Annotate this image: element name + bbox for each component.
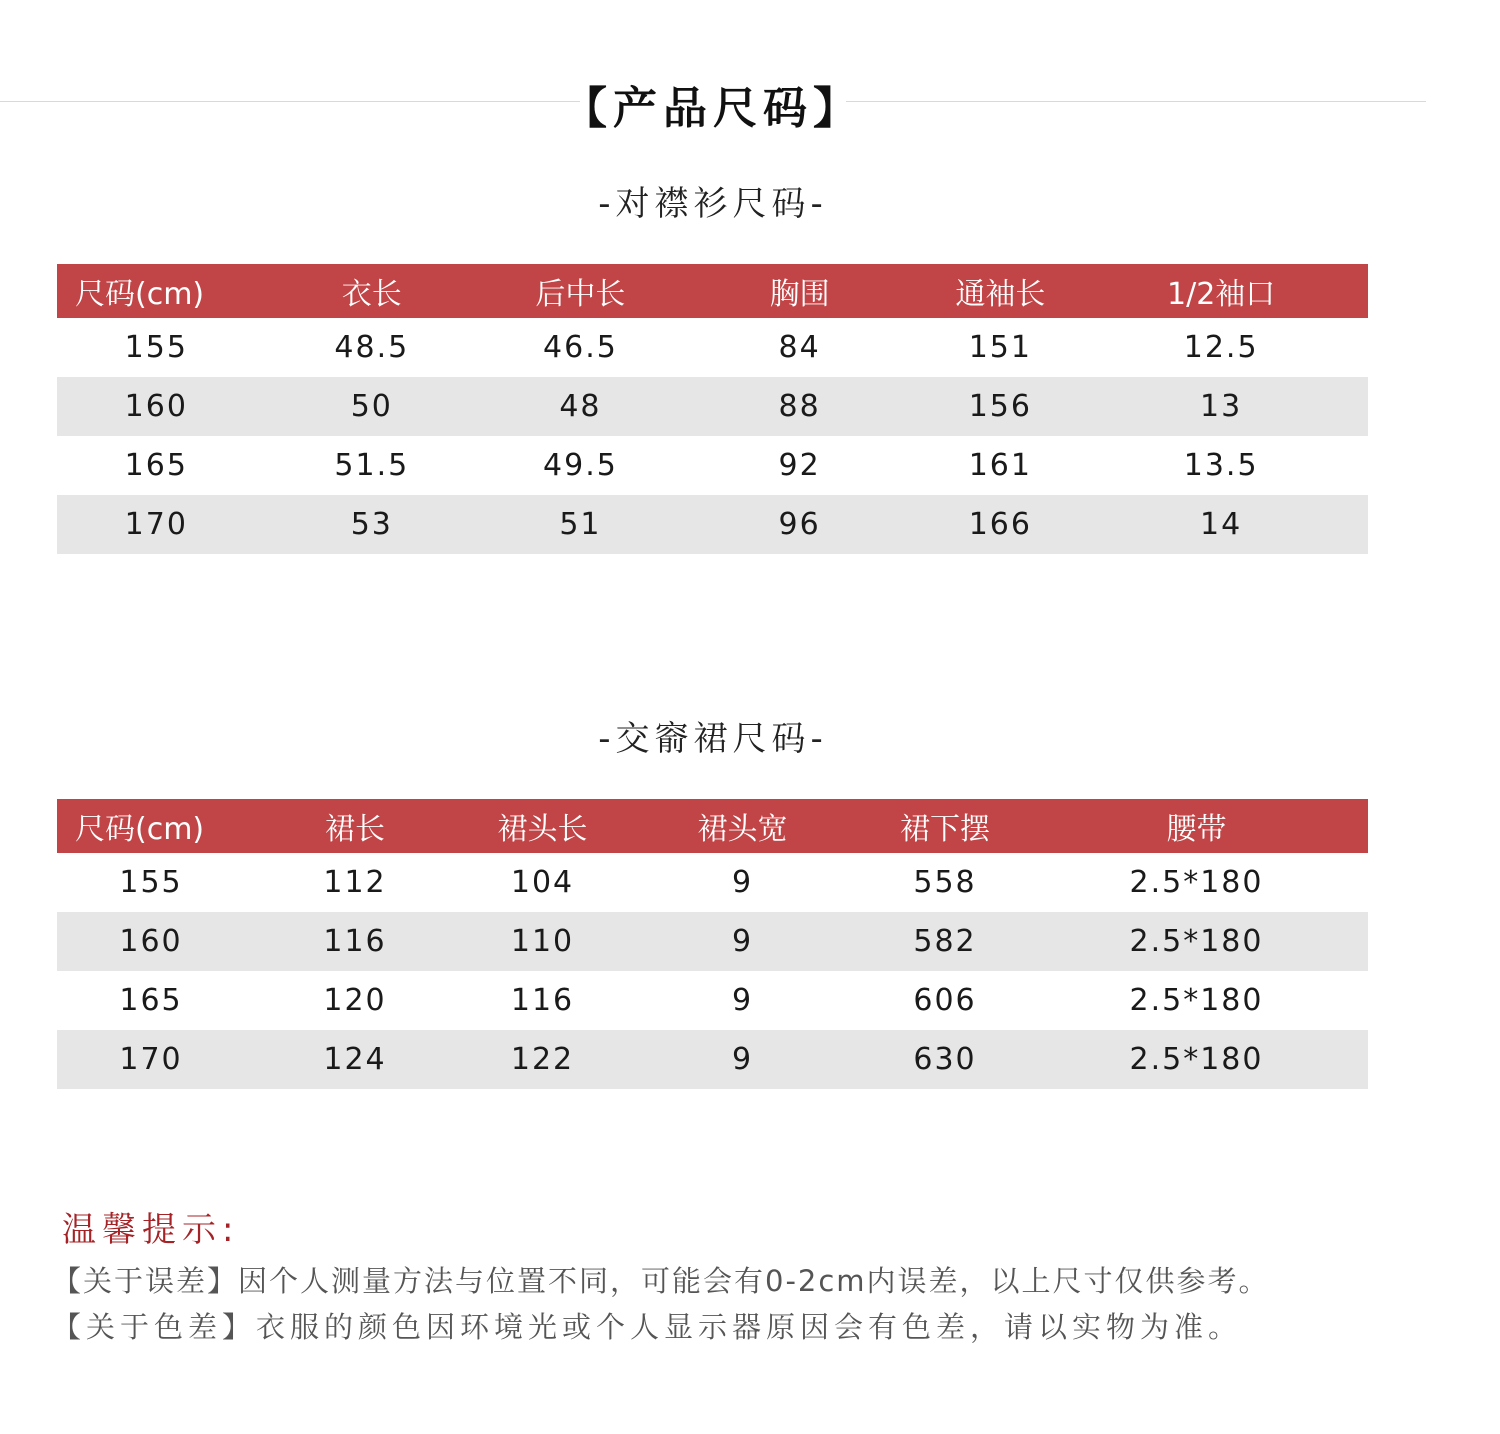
- table-cell: 9: [620, 1030, 865, 1089]
- table-cell: 116: [245, 912, 465, 971]
- table-row: [57, 318, 1368, 377]
- header-back-length: 后中长: [488, 264, 673, 318]
- table-cell: 92: [778, 448, 821, 483]
- header-skirt-length: 裙长: [245, 799, 465, 853]
- table-cell: 50: [256, 377, 488, 436]
- header-waistband-length: 裙头长: [465, 799, 620, 853]
- header-chest: 胸围: [673, 264, 927, 318]
- table-cell: 9: [731, 983, 754, 1018]
- header-waistband-width: 裙头宽: [620, 799, 865, 853]
- table-cell: 9: [731, 865, 754, 900]
- table-cell: 49.5: [543, 448, 618, 483]
- table-cell: 151: [968, 330, 1032, 365]
- table-cell: 48: [488, 377, 673, 436]
- table-cell: 630: [865, 1030, 1025, 1089]
- table-cell: 13.5: [1183, 448, 1259, 483]
- table-cell: 160: [57, 912, 245, 971]
- tip-error-note: 【关于误差】因个人测量方法与位置不同，可能会有0-2cm内误差，以上尺寸仅供参考。: [52, 1264, 1270, 1298]
- table-cell: 12.5: [1183, 330, 1259, 365]
- table-cell: 110: [465, 912, 620, 971]
- table-cell: 88: [673, 377, 927, 436]
- tips-title: 温馨提示:: [62, 1210, 240, 1250]
- table-cell: 558: [913, 865, 977, 900]
- header-size: 尺码(cm): [57, 264, 256, 318]
- table-cell: 9: [620, 912, 865, 971]
- table-row: [57, 853, 1368, 912]
- table-cell: 122: [465, 1030, 620, 1089]
- table-cell: 116: [510, 983, 575, 1018]
- table-cell: 14: [1074, 495, 1368, 554]
- table-cell: 156: [926, 377, 1074, 436]
- table-cell: 2.5*180: [1129, 865, 1264, 900]
- table-cell: 51: [488, 495, 673, 554]
- table-cell: 166: [926, 495, 1074, 554]
- table-cell: 53: [256, 495, 488, 554]
- table-cell: 170: [57, 1030, 245, 1089]
- table-cell: 124: [245, 1030, 465, 1089]
- table-cell: 2.5*180: [1129, 983, 1264, 1018]
- table-row: [57, 1030, 1368, 1089]
- table-row: [57, 377, 1368, 436]
- table-header-row: [57, 799, 1368, 853]
- page-title: 【产品尺码】: [563, 83, 863, 134]
- table-cell: 48.5: [334, 330, 410, 365]
- jacket-size-table: [57, 264, 1368, 554]
- table-row: [57, 495, 1368, 554]
- table-cell: 84: [778, 330, 821, 365]
- table-cell: 606: [913, 983, 977, 1018]
- header-belt: 腰带: [1025, 799, 1368, 853]
- table-title-skirt: -交窬裙尺码-: [598, 719, 828, 759]
- table-title-jacket: -对襟衫尺码-: [598, 184, 828, 224]
- table-cell: 96: [673, 495, 927, 554]
- table-cell: 155: [124, 330, 188, 365]
- table-cell: 46.5: [543, 330, 618, 365]
- table-row: [57, 971, 1368, 1030]
- header-sleeve-length: 通袖长: [926, 264, 1074, 318]
- header-length: 衣长: [256, 264, 488, 318]
- skirt-size-table: [57, 799, 1368, 1089]
- table-cell: 165: [124, 448, 188, 483]
- table-row: [57, 912, 1368, 971]
- table-cell: 13: [1074, 377, 1368, 436]
- table-cell: 104: [510, 865, 575, 900]
- table-cell: 120: [323, 983, 387, 1018]
- table-cell: 2.5*180: [1025, 1030, 1368, 1089]
- table-cell: 582: [865, 912, 1025, 971]
- tip-color-note: 【关于色差】衣服的颜色因环境光或个人显示器原因会有色差，请以实物为准。: [52, 1310, 1243, 1344]
- table-cell: 2.5*180: [1025, 912, 1368, 971]
- table-cell: 165: [119, 983, 183, 1018]
- header-size: 尺码(cm): [57, 799, 245, 853]
- table-cell: 155: [119, 865, 183, 900]
- table-cell: 161: [968, 448, 1032, 483]
- table-cell: 160: [57, 377, 256, 436]
- table-header-row: [57, 264, 1368, 318]
- table-cell: 112: [323, 865, 387, 900]
- header-hem: 裙下摆: [865, 799, 1025, 853]
- table-cell: 170: [57, 495, 256, 554]
- table-row: [57, 436, 1368, 495]
- header-cuff: 1/2袖口: [1074, 264, 1368, 318]
- table-cell: 51.5: [334, 448, 410, 483]
